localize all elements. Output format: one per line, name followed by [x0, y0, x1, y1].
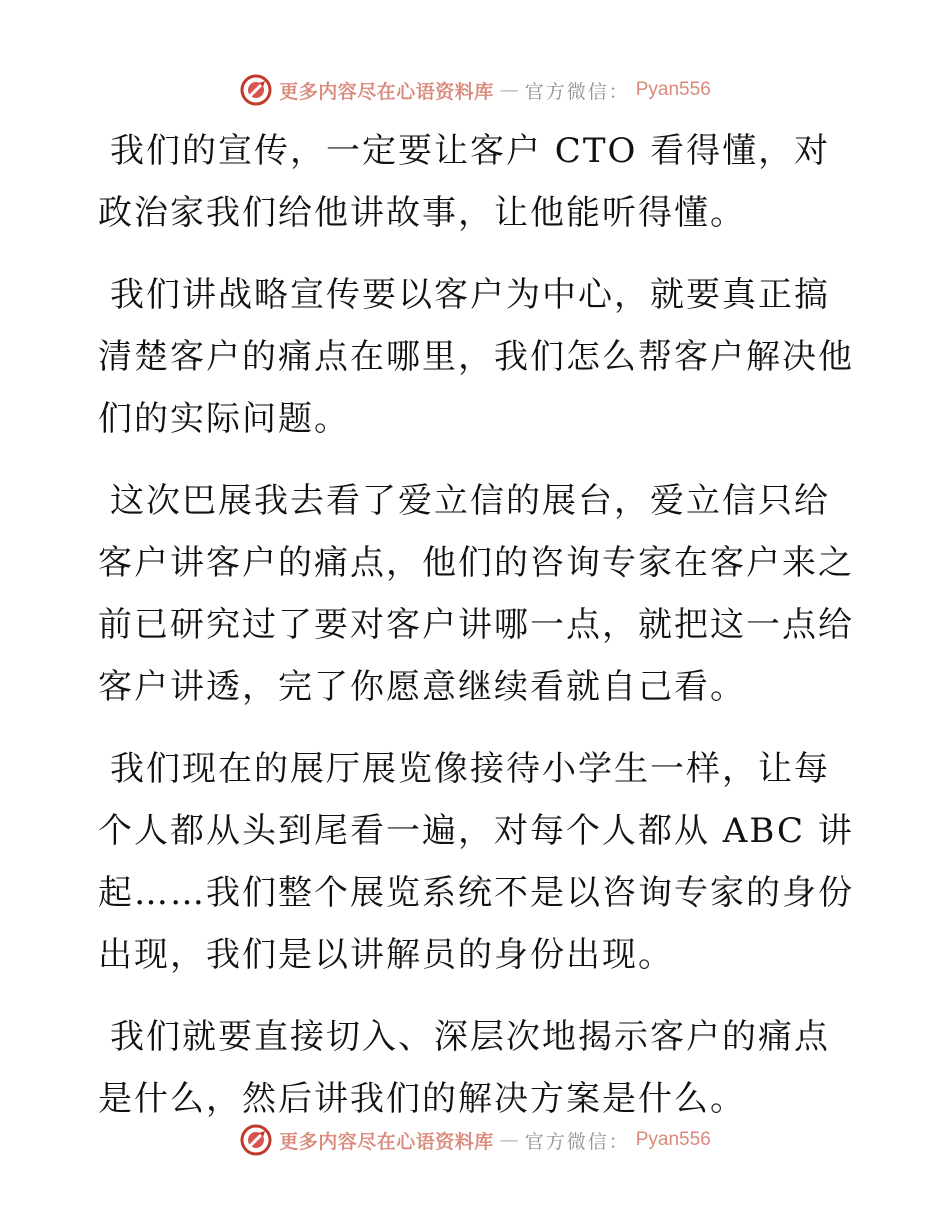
header-watermark	[0, 70, 950, 110]
watermark-official-text: 官方微信：	[524, 1130, 630, 1153]
watermark-separator: —	[499, 1129, 519, 1151]
paragraph-4: 我们现在的展厅展览像接待小学生一样，让每个人都从头到尾看一遍，对每个人都从 ABC 讲起……我们整个展览系统不是以咨询专家的身份出现，我们是以讲解员的身份出现。	[98, 749, 854, 975]
watermark-official-text: 官方微信：	[524, 80, 630, 103]
red-circle-seal-icon	[239, 1123, 273, 1157]
watermark-wechat-id: Pyan556	[635, 1129, 711, 1150]
watermark-separator: —	[499, 79, 519, 101]
footer-watermark	[0, 1120, 950, 1160]
paragraph-3: 这次巴展我去看了爱立信的展台，爱立信只给客户讲客户的痛点，他们的咨询专家在客户来之前已研究过了要对客户讲哪一点，就把这一点给客户讲透，完了你愿意继续看就自己看。	[98, 481, 854, 707]
watermark-main-text: 更多内容尽在心语资料库	[279, 80, 494, 103]
document-body	[98, 120, 858, 1150]
paragraph-1: 我们的宣传，一定要让客户 CTO 看得懂，对政治家我们给他讲故事，让他能听得懂。	[98, 131, 831, 233]
red-circle-seal-icon	[239, 73, 273, 107]
paragraph-2: 我们讲战略宣传要以客户为中心，就要真正搞清楚客户的痛点在哪里，我们怎么帮客户解决他们的实际问题。	[98, 275, 854, 439]
watermark-wechat-id: Pyan556	[635, 79, 711, 100]
paragraph-5: 我们就要直接切入、深层次地揭示客户的痛点是什么，然后讲我们的解决方案是什么。	[98, 1017, 830, 1119]
watermark-main-text: 更多内容尽在心语资料库	[279, 1130, 494, 1153]
